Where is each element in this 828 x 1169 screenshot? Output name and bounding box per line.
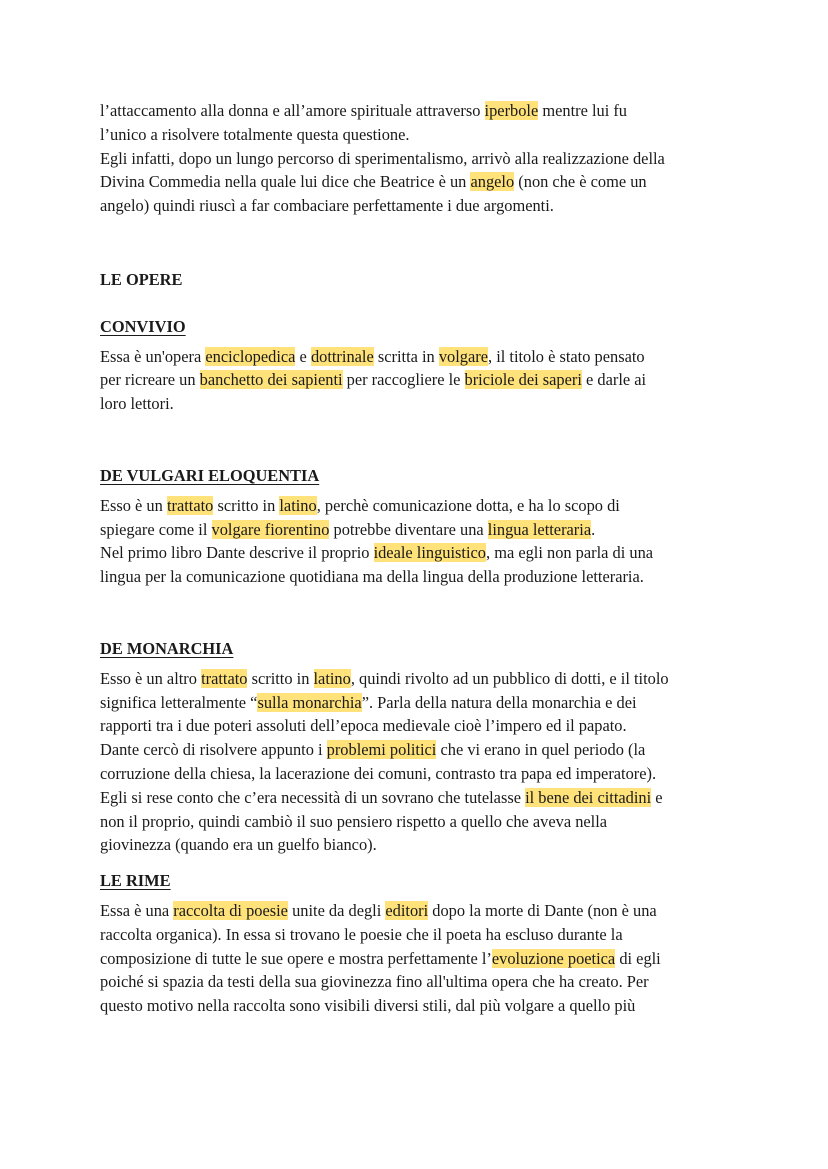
highlighted-term: iperbole: [484, 101, 539, 120]
highlighted-term: volgare: [438, 346, 488, 366]
highlighted-term: sulla monarchia: [257, 692, 362, 712]
highlighted-term: trattato: [166, 495, 214, 515]
convivio-paragraph: Essa è un'opera enciclopedica e dottrinale scritta in volgare, il titolo è stato pensato per ricreare un banchetto dei sapienti per raccogliere le briciole dei saperi e darle ai loro lettori.: [100, 346, 647, 414]
highlighted-term: raccolta di poesie: [173, 900, 288, 920]
le-rime-paragraph: Essa è una raccolta di poesie unite da degli editori dopo la morte di Dante (non è una raccolta organica). In essa si trovano le poesie che il poeta ha escluso durante la composizione di tutte le sue opere e mostra perfettamente l’evoluzione poetica di egli poiché si spazia da testi della sua giovinezza fino all'ultima opera che ha creato. Per questo motivo nella raccolta sono visibili diversi stili, dal più volgare a quello più: [100, 900, 661, 1016]
highlighted-term: evoluzione poetica: [491, 948, 616, 968]
de-monarchia-paragraph: Esso è un altro trattato scritto in latino, quindi rivolto ad un pubblico di dotti, e il titolo significa letteralmente “sulla monarchia”. Parla della natura della monarchia e dei rapporti tra i due poteri assoluti dell’epoca medievale cioè l’impero ed il papato. Dante cercò di risolvere appunto i problemi politici che vi erano in quel periodo (la corruzione della chiesa, la lacerazione dei comuni, contrasto tra papa ed imperatore). Egli si rese conto che c’era necessità di un sovrano che tutelasse il bene dei cittadini e non il proprio, quindi cambiò il suo pensiero rispetto a quello che aveva nella giovinezza (quando era un guelfo bianco).: [100, 668, 669, 855]
de-monarchia-heading: DE MONARCHIA: [100, 638, 234, 658]
highlighted-term: latino: [313, 668, 351, 688]
highlighted-term: editori: [385, 900, 429, 920]
le-rime-heading: LE RIME: [100, 871, 171, 891]
highlighted-term: angelo: [470, 172, 515, 192]
highlighted-term: ideale linguistico: [373, 543, 486, 563]
convivio-heading: CONVIVIO: [100, 316, 186, 336]
highlighted-term: briciole dei saperi: [464, 370, 582, 390]
highlighted-term: lingua letteraria: [487, 519, 592, 539]
highlighted-term: trattato: [201, 668, 248, 688]
highlighted-term: volgare fiorentino: [211, 519, 330, 539]
highlighted-term: problemi politici: [326, 740, 437, 760]
highlighted-term: il bene dei cittadini: [525, 787, 652, 807]
highlighted-term: banchetto dei sapienti: [199, 370, 343, 390]
section-heading: LE OPERE: [100, 269, 183, 289]
highlighted-term: latino: [279, 495, 317, 515]
de-vulgari-eloquentia-heading: DE VULGARI ELOQUENTIA: [100, 465, 320, 485]
de-vulgari-eloquentia-paragraph: Esso è un trattato scritto in latino, perchè comunicazione dotta, e ha lo scopo di spiegare come il volgare fiorentino potrebbe diventare una lingua letteraria. Nel primo libro Dante descrive il proprio ideale linguistico, ma egli non parla di una lingua per la comunicazione quotidiana ma della lingua della produzione letteraria.: [100, 495, 654, 587]
intro-paragraph: l’attaccamento alla donna e all’amore spirituale attraverso iperbole mentre lui fu l’unico a risolvere totalmente questa questione. Egli infatti, dopo un lungo percorso di sperimentalismo, arrivò alla realizzazione della Divina Commedia nella quale lui dice che Beatrice è un angelo (non che è come un angelo) quindi riuscì a far combaciare perfettamente i due argomenti.: [100, 101, 665, 216]
highlighted-term: dottrinale: [310, 346, 374, 366]
highlighted-term: enciclopedica: [205, 346, 296, 366]
